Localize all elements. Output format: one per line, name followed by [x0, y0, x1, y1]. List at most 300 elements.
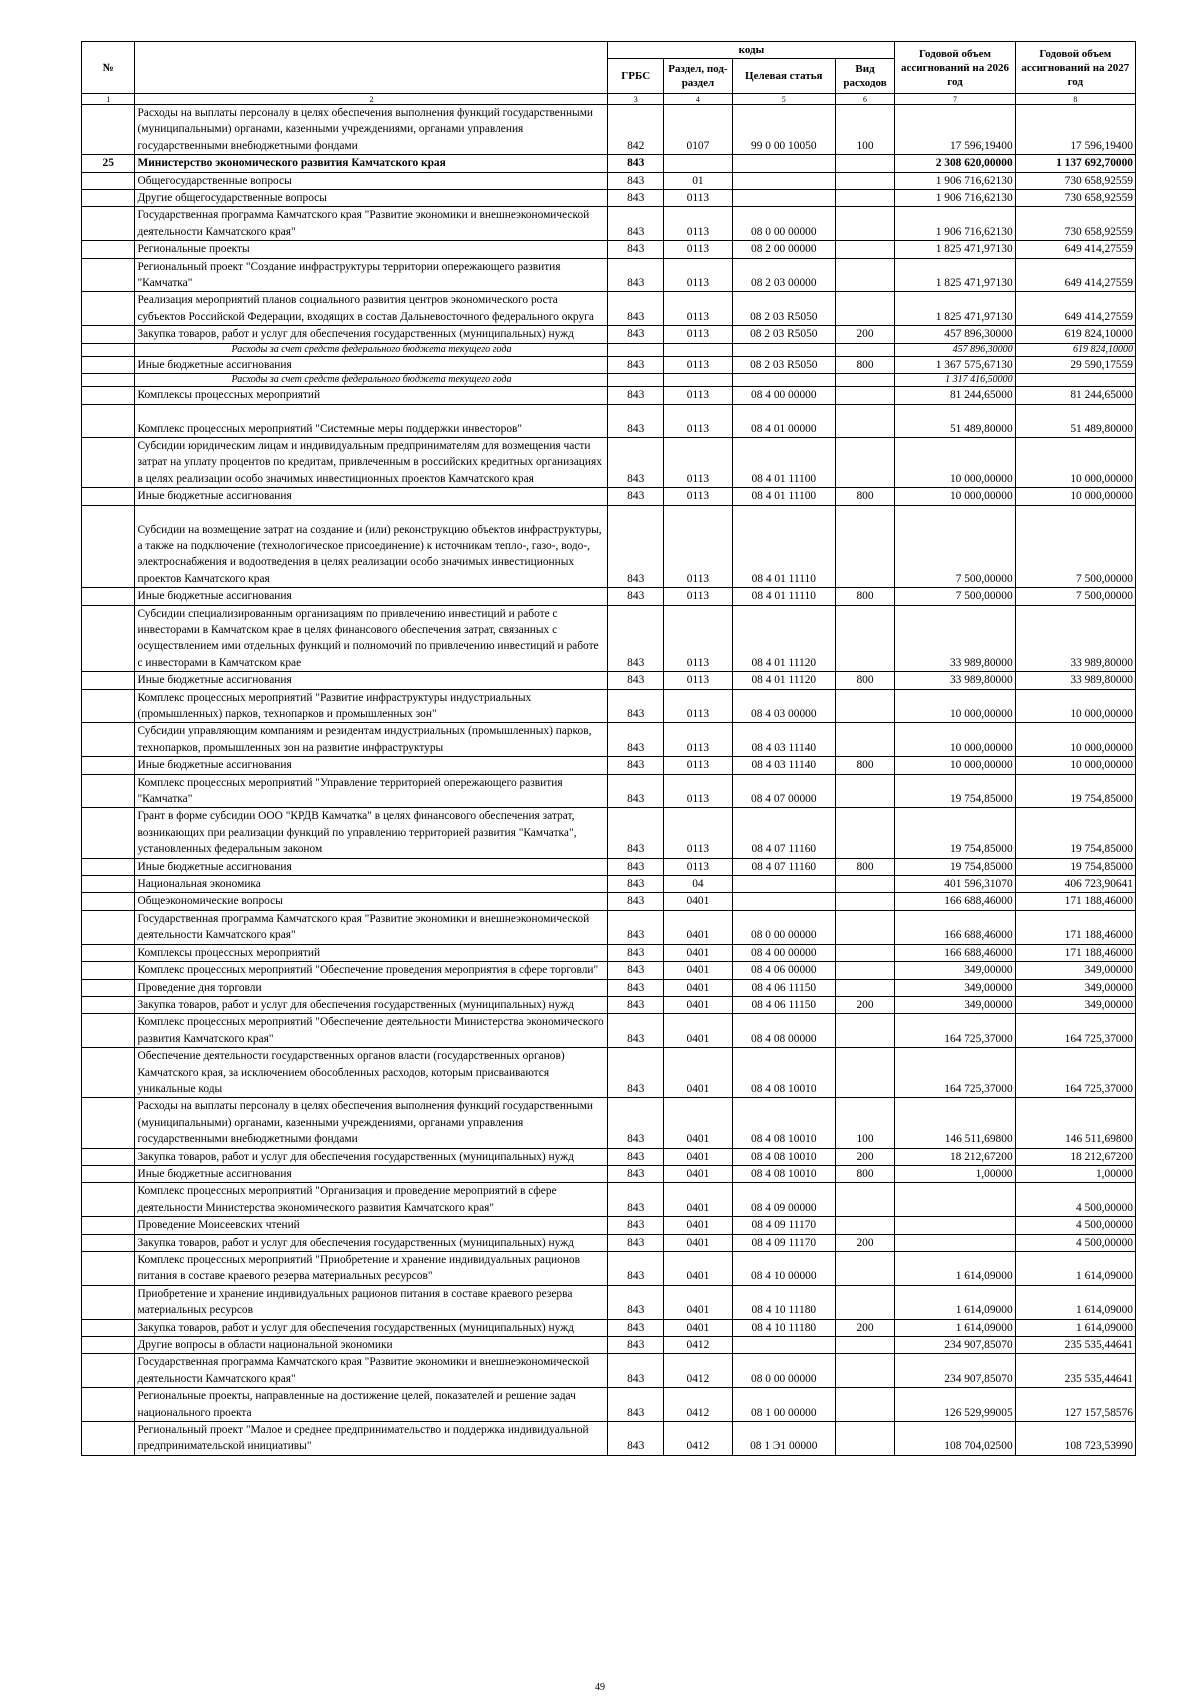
header-section: Раздел, под-раздел: [663, 59, 732, 94]
col-number: 1: [82, 94, 135, 105]
row-exp-type: [835, 1422, 895, 1456]
row-exp-type: 800: [835, 488, 895, 505]
header-2026: Годовой объем ассигнований на 2026 год: [895, 42, 1015, 94]
row-amount-2026: 7 500,00000: [895, 588, 1015, 605]
row-section: 0113: [663, 672, 732, 689]
row-amount-2027: 619 824,10000: [1015, 326, 1135, 343]
row-num: [82, 1285, 135, 1319]
budget-table-page: [81, 41, 1136, 1456]
table-row: [82, 155, 1136, 172]
row-grbs: 843: [608, 689, 664, 723]
row-amount-2027: 108 723,53990: [1015, 1422, 1135, 1456]
row-num: [82, 1014, 135, 1048]
col-number: 8: [1015, 94, 1135, 105]
row-section: 0401: [663, 1285, 732, 1319]
row-target: 08 2 00 00000: [732, 241, 835, 258]
row-exp-type: 800: [835, 757, 895, 774]
row-exp-type: [835, 207, 895, 241]
row-grbs: 843: [608, 505, 664, 588]
row-amount-2027: 4 500,00000: [1015, 1183, 1135, 1217]
row-amount-2026: 19 754,85000: [895, 808, 1015, 858]
row-num: [82, 1165, 135, 1182]
row-grbs: 843: [608, 1014, 664, 1048]
table-row: [82, 1098, 1136, 1148]
row-num: [82, 910, 135, 944]
row-num: [82, 1148, 135, 1165]
table-row: [82, 723, 1136, 757]
row-target: 08 4 08 10010: [732, 1148, 835, 1165]
row-name: Реализация мероприятий планов социального развития центров экономического роста субъектов Российской Федерации, входящих в состав Дальневосточного федерального округа: [135, 292, 608, 326]
row-exp-type: [835, 374, 895, 387]
row-amount-2027: 619 824,10000: [1015, 343, 1135, 356]
row-target: 99 0 00 10050: [732, 105, 835, 155]
table-row: [82, 893, 1136, 910]
budget-table: [81, 41, 1136, 1456]
row-section: 0113: [663, 757, 732, 774]
row-amount-2027: 10 000,00000: [1015, 689, 1135, 723]
row-name: Закупка товаров, работ и услуг для обеспечения государственных (муниципальных) нужд: [135, 996, 608, 1013]
col-number: 5: [732, 94, 835, 105]
col-number: 6: [835, 94, 895, 105]
table-row: [82, 105, 1136, 155]
row-target: 08 4 09 00000: [732, 1183, 835, 1217]
row-name: Расходы на выплаты персоналу в целях обеспечения выполнения функций государственными (муниципальными) органами, казенными учреждениями, органами управления государственными внебюджетными фондами: [135, 105, 608, 155]
row-name: Другие вопросы в области национальной экономики: [135, 1337, 608, 1354]
row-section: 04: [663, 876, 732, 893]
row-grbs: 843: [608, 1234, 664, 1251]
row-num: [82, 858, 135, 875]
row-exp-type: [835, 910, 895, 944]
row-num: [82, 190, 135, 207]
row-section: [663, 374, 732, 387]
row-amount-2026: 19 754,85000: [895, 858, 1015, 875]
row-amount-2026: 126 529,99005: [895, 1388, 1015, 1422]
row-amount-2026: 234 907,85070: [895, 1354, 1015, 1388]
row-name: Региональный проект "Создание инфраструктуры территории опережающего развития "Камчатка": [135, 258, 608, 292]
table-row: [82, 962, 1136, 979]
table-row: [82, 605, 1136, 672]
row-num: [82, 876, 135, 893]
table-row: [82, 858, 1136, 875]
row-amount-2027: 171 188,46000: [1015, 910, 1135, 944]
row-section: 0113: [663, 605, 732, 672]
row-amount-2027: 81 244,65000: [1015, 387, 1135, 404]
row-amount-2026: 17 596,19400: [895, 105, 1015, 155]
table-row: [82, 292, 1136, 326]
row-section: 0401: [663, 1183, 732, 1217]
header-num: №: [82, 42, 135, 94]
row-name: Государственная программа Камчатского края "Развитие экономики и внешнеэкономической деятельности Камчатского края": [135, 910, 608, 944]
row-grbs: 843: [608, 1217, 664, 1234]
row-target: 08 4 00 00000: [732, 944, 835, 961]
row-num: [82, 1252, 135, 1286]
row-grbs: 843: [608, 190, 664, 207]
table-row: [82, 437, 1136, 487]
row-exp-type: [835, 1337, 895, 1354]
row-grbs: [608, 374, 664, 387]
table-row: [82, 1319, 1136, 1336]
row-grbs: 843: [608, 808, 664, 858]
row-amount-2027: 127 157,58576: [1015, 1388, 1135, 1422]
row-exp-type: 800: [835, 356, 895, 373]
row-amount-2027: 19 754,85000: [1015, 858, 1135, 875]
row-grbs: 843: [608, 996, 664, 1013]
row-amount-2027: 1 614,09000: [1015, 1285, 1135, 1319]
row-exp-type: [835, 876, 895, 893]
row-target: [732, 1337, 835, 1354]
row-section: 0113: [663, 723, 732, 757]
row-target: 08 4 01 11120: [732, 672, 835, 689]
row-name: Комплекс процессных мероприятий "Управление территорией опережающего развития "Камчатка": [135, 774, 608, 808]
row-num: [82, 1319, 135, 1336]
row-target: [732, 876, 835, 893]
row-amount-2026: 33 989,80000: [895, 605, 1015, 672]
row-grbs: 843: [608, 488, 664, 505]
row-section: 0113: [663, 292, 732, 326]
row-grbs: 843: [608, 1388, 664, 1422]
row-grbs: 843: [608, 672, 664, 689]
row-num: [82, 962, 135, 979]
row-exp-type: [835, 437, 895, 487]
row-target: 08 4 06 11150: [732, 996, 835, 1013]
row-name: Проведение Моисеевских чтений: [135, 1217, 608, 1234]
row-name: Общеэкономические вопросы: [135, 893, 608, 910]
row-grbs: 843: [608, 979, 664, 996]
row-exp-type: [835, 172, 895, 189]
row-amount-2027: 7 500,00000: [1015, 588, 1135, 605]
row-amount-2027: 10 000,00000: [1015, 437, 1135, 487]
row-exp-type: [835, 893, 895, 910]
row-num: [82, 1098, 135, 1148]
row-section: 0401: [663, 1048, 732, 1098]
table-body: [82, 105, 1136, 1456]
row-exp-type: [835, 962, 895, 979]
row-num: [82, 757, 135, 774]
table-row: [82, 1014, 1136, 1048]
row-grbs: 843: [608, 241, 664, 258]
row-target: 08 2 03 R5050: [732, 292, 835, 326]
table-row: [82, 979, 1136, 996]
row-name: Комплекс процессных мероприятий "Организация и проведение мероприятий в сфере деятельности Министерства экономического развития Камчатского края": [135, 1183, 608, 1217]
row-grbs: 843: [608, 1422, 664, 1456]
table-row: [82, 774, 1136, 808]
row-exp-type: [835, 190, 895, 207]
row-amount-2026: 164 725,37000: [895, 1048, 1015, 1098]
row-exp-type: [835, 155, 895, 172]
row-name: Комплекс процессных мероприятий "Приобретение и хранение индивидуальных рационов питания в составе краевого резерва материальных ресурсов": [135, 1252, 608, 1286]
row-num: [82, 505, 135, 588]
row-name: Закупка товаров, работ и услуг для обеспечения государственных (муниципальных) нужд: [135, 1148, 608, 1165]
row-name: Региональные проекты, направленные на достижение целей, показателей и решение задач национального проекта: [135, 1388, 608, 1422]
row-name: Общегосударственные вопросы: [135, 172, 608, 189]
row-num: [82, 172, 135, 189]
row-section: 0401: [663, 996, 732, 1013]
row-target: 08 4 01 11110: [732, 505, 835, 588]
row-amount-2026: 51 489,80000: [895, 404, 1015, 437]
table-row: [82, 1148, 1136, 1165]
row-amount-2026: 146 511,69800: [895, 1098, 1015, 1148]
table-row: [82, 689, 1136, 723]
row-num: [82, 672, 135, 689]
row-name: Иные бюджетные ассигнования: [135, 858, 608, 875]
row-amount-2026: 7 500,00000: [895, 505, 1015, 588]
row-target: [732, 190, 835, 207]
row-amount-2026: [895, 1217, 1015, 1234]
row-amount-2026: 1 906 716,62130: [895, 172, 1015, 189]
row-target: [732, 172, 835, 189]
row-num: [82, 326, 135, 343]
row-num: [82, 1183, 135, 1217]
table-row: [82, 326, 1136, 343]
row-amount-2027: 1 614,09000: [1015, 1319, 1135, 1336]
row-amount-2027: 349,00000: [1015, 962, 1135, 979]
row-num: [82, 1217, 135, 1234]
row-exp-type: 100: [835, 1098, 895, 1148]
row-target: 08 4 08 10010: [732, 1098, 835, 1148]
row-exp-type: [835, 1388, 895, 1422]
row-num: [82, 723, 135, 757]
row-exp-type: [835, 241, 895, 258]
row-exp-type: [835, 774, 895, 808]
table-row: [82, 808, 1136, 858]
row-name: Приобретение и хранение индивидуальных рационов питания в составе краевого резерва материальных ресурсов: [135, 1285, 608, 1319]
table-row: [82, 1183, 1136, 1217]
row-target: 08 2 03 R5050: [732, 356, 835, 373]
row-name: Субсидии специализированным организациям по привлечению инвестиций и работе с инвесторами в Камчатском крае в целях финансового обеспечения затрат, связанных с осуществлением ими отдельных функций и полномочий по привлечению инвестиций и работе с инвесторами в Камчатском крае: [135, 605, 608, 672]
row-section: 0401: [663, 962, 732, 979]
row-exp-type: 200: [835, 1234, 895, 1251]
row-num: [82, 387, 135, 404]
table-row: [82, 944, 1136, 961]
row-num: [82, 105, 135, 155]
row-amount-2027: 29 590,17559: [1015, 356, 1135, 373]
row-amount-2027: 649 414,27559: [1015, 258, 1135, 292]
row-target: 08 4 07 00000: [732, 774, 835, 808]
row-amount-2026: 349,00000: [895, 979, 1015, 996]
row-amount-2027: 19 754,85000: [1015, 774, 1135, 808]
table-row: [82, 588, 1136, 605]
row-amount-2026: 19 754,85000: [895, 774, 1015, 808]
row-amount-2026: 1 906 716,62130: [895, 207, 1015, 241]
row-target: 08 2 03 00000: [732, 258, 835, 292]
row-section: 0401: [663, 979, 732, 996]
row-amount-2026: 1 825 471,97130: [895, 292, 1015, 326]
row-target: 08 2 03 R5050: [732, 326, 835, 343]
row-num: [82, 774, 135, 808]
row-grbs: 843: [608, 1183, 664, 1217]
row-name: Национальная экономика: [135, 876, 608, 893]
table-row: [82, 488, 1136, 505]
row-target: [732, 374, 835, 387]
row-target: 08 1 Э1 00000: [732, 1422, 835, 1456]
table-row: [82, 1337, 1136, 1354]
row-amount-2027: 4 500,00000: [1015, 1217, 1135, 1234]
row-exp-type: [835, 258, 895, 292]
row-grbs: 843: [608, 876, 664, 893]
row-target: 08 4 06 11150: [732, 979, 835, 996]
row-section: 0113: [663, 207, 732, 241]
row-section: 0113: [663, 437, 732, 487]
row-amount-2027: 19 754,85000: [1015, 808, 1135, 858]
row-section: 01: [663, 172, 732, 189]
row-name: Государственная программа Камчатского края "Развитие экономики и внешнеэкономической деятельности Камчатского края": [135, 1354, 608, 1388]
row-exp-type: 800: [835, 588, 895, 605]
row-num: [82, 356, 135, 373]
row-amount-2027: 10 000,00000: [1015, 488, 1135, 505]
row-exp-type: [835, 808, 895, 858]
row-amount-2026: 166 688,46000: [895, 893, 1015, 910]
row-name: Иные бюджетные ассигнования: [135, 672, 608, 689]
row-amount-2026: 457 896,30000: [895, 343, 1015, 356]
row-grbs: 843: [608, 944, 664, 961]
row-amount-2026: 33 989,80000: [895, 672, 1015, 689]
row-amount-2027: 17 596,19400: [1015, 105, 1135, 155]
row-num: [82, 292, 135, 326]
row-amount-2026: 2 308 620,00000: [895, 155, 1015, 172]
row-num: [82, 241, 135, 258]
row-amount-2027: 10 000,00000: [1015, 757, 1135, 774]
col-number: 7: [895, 94, 1015, 105]
row-target: 08 4 08 10010: [732, 1165, 835, 1182]
row-section: 0113: [663, 858, 732, 875]
row-target: 08 4 06 00000: [732, 962, 835, 979]
table-row: [82, 505, 1136, 588]
row-amount-2026: 1 614,09000: [895, 1285, 1015, 1319]
row-target: 08 4 01 11120: [732, 605, 835, 672]
row-target: 08 0 00 00000: [732, 910, 835, 944]
row-name: Закупка товаров, работ и услуг для обеспечения государственных (муниципальных) нужд: [135, 1234, 608, 1251]
header-codes: коды: [608, 42, 895, 59]
row-section: 0401: [663, 1148, 732, 1165]
row-section: 0113: [663, 588, 732, 605]
row-num: [82, 207, 135, 241]
row-section: 0401: [663, 944, 732, 961]
row-num: [82, 1048, 135, 1098]
row-grbs: 843: [608, 1285, 664, 1319]
row-grbs: 843: [608, 1048, 664, 1098]
row-target: 08 4 00 00000: [732, 387, 835, 404]
row-amount-2027: 349,00000: [1015, 979, 1135, 996]
row-grbs: 843: [608, 1252, 664, 1286]
row-exp-type: 200: [835, 326, 895, 343]
row-exp-type: [835, 1285, 895, 1319]
table-row: [82, 343, 1136, 356]
row-section: 0401: [663, 1252, 732, 1286]
row-section: 0113: [663, 190, 732, 207]
page-number: 49: [595, 1682, 605, 1693]
row-name: Другие общегосударственные вопросы: [135, 190, 608, 207]
row-amount-2026: 108 704,02500: [895, 1422, 1015, 1456]
row-target: [732, 343, 835, 356]
table-row: [82, 1388, 1136, 1422]
table-row: [82, 1217, 1136, 1234]
row-grbs: 843: [608, 723, 664, 757]
row-amount-2027: 33 989,80000: [1015, 672, 1135, 689]
row-grbs: 842: [608, 105, 664, 155]
row-num: [82, 374, 135, 387]
row-name: Комплексы процессных мероприятий: [135, 944, 608, 961]
table-row: [82, 1422, 1136, 1456]
row-name: Государственная программа Камчатского края "Развитие экономики и внешнеэкономической деятельности Камчатского края": [135, 207, 608, 241]
row-section: 0113: [663, 808, 732, 858]
row-num: [82, 979, 135, 996]
row-amount-2027: 18 212,67200: [1015, 1148, 1135, 1165]
row-amount-2027: 164 725,37000: [1015, 1014, 1135, 1048]
header-name: [135, 42, 608, 94]
row-amount-2026: 1 317 416,50000: [895, 374, 1015, 387]
table-row: [82, 404, 1136, 437]
row-section: 0401: [663, 1217, 732, 1234]
row-name: Комплекс процессных мероприятий "Системные меры поддержки инвесторов": [135, 404, 608, 437]
row-grbs: 843: [608, 326, 664, 343]
header-2027: Годовой объем ассигнований на 2027 год: [1015, 42, 1135, 94]
row-section: 0401: [663, 893, 732, 910]
header-exp-type: Вид расходов: [835, 59, 895, 94]
row-name: Закупка товаров, работ и услуг для обеспечения государственных (муниципальных) нужд: [135, 1319, 608, 1336]
row-target: 08 1 00 00000: [732, 1388, 835, 1422]
row-exp-type: [835, 1252, 895, 1286]
row-exp-type: [835, 1217, 895, 1234]
row-section: 0107: [663, 105, 732, 155]
table-row: [82, 876, 1136, 893]
row-grbs: 843: [608, 910, 664, 944]
row-exp-type: 200: [835, 1148, 895, 1165]
row-target: 08 4 07 11160: [732, 858, 835, 875]
row-exp-type: [835, 1354, 895, 1388]
row-amount-2027: 730 658,92559: [1015, 207, 1135, 241]
row-name: Комплексы процессных мероприятий: [135, 387, 608, 404]
row-grbs: 843: [608, 207, 664, 241]
row-section: 0113: [663, 356, 732, 373]
row-amount-2027: 171 188,46000: [1015, 944, 1135, 961]
row-name: Региональные проекты: [135, 241, 608, 258]
table-row: [82, 387, 1136, 404]
row-exp-type: 200: [835, 996, 895, 1013]
row-section: 0412: [663, 1388, 732, 1422]
row-exp-type: [835, 404, 895, 437]
row-name: Обеспечение деятельности государственных органов власти (государственных органов) Камчатского края, за исключением обособленных расходов, которым присваиваются уникальные коды: [135, 1048, 608, 1098]
row-exp-type: [835, 979, 895, 996]
row-target: 08 4 08 00000: [732, 1014, 835, 1048]
row-target: 08 4 08 10010: [732, 1048, 835, 1098]
row-exp-type: 200: [835, 1319, 895, 1336]
table-row: [82, 207, 1136, 241]
row-amount-2026: 10 000,00000: [895, 689, 1015, 723]
row-amount-2027: 1 137 692,70000: [1015, 155, 1135, 172]
row-exp-type: [835, 387, 895, 404]
row-grbs: 843: [608, 404, 664, 437]
row-amount-2027: 51 489,80000: [1015, 404, 1135, 437]
row-name: Комплекс процессных мероприятий "Обеспечение проведения мероприятия в сфере торговли": [135, 962, 608, 979]
row-amount-2027: 235 535,44641: [1015, 1337, 1135, 1354]
row-name: Расходы на выплаты персоналу в целях обеспечения выполнения функций государственными (муниципальными) органами, казенными учреждениями, органами управления государственными внебюджетными фондами: [135, 1098, 608, 1148]
row-target: [732, 155, 835, 172]
row-amount-2027: 406 723,90641: [1015, 876, 1135, 893]
row-num: [82, 437, 135, 487]
row-name: Иные бюджетные ассигнования: [135, 588, 608, 605]
row-amount-2026: 349,00000: [895, 962, 1015, 979]
row-name: Субсидии управляющим компаниям и резидентам индустриальных (промышленных) парков, технопарков, промышленных зон на развитие инфраструктуры: [135, 723, 608, 757]
row-name: Иные бюджетные ассигнования: [135, 1165, 608, 1182]
row-section: 0401: [663, 910, 732, 944]
row-target: 08 4 10 11180: [732, 1285, 835, 1319]
row-amount-2026: 1 367 575,67130: [895, 356, 1015, 373]
row-section: 0113: [663, 488, 732, 505]
row-grbs: 843: [608, 962, 664, 979]
row-grbs: 843: [608, 1319, 664, 1336]
col-number: 2: [135, 94, 608, 105]
table-row: [82, 356, 1136, 373]
